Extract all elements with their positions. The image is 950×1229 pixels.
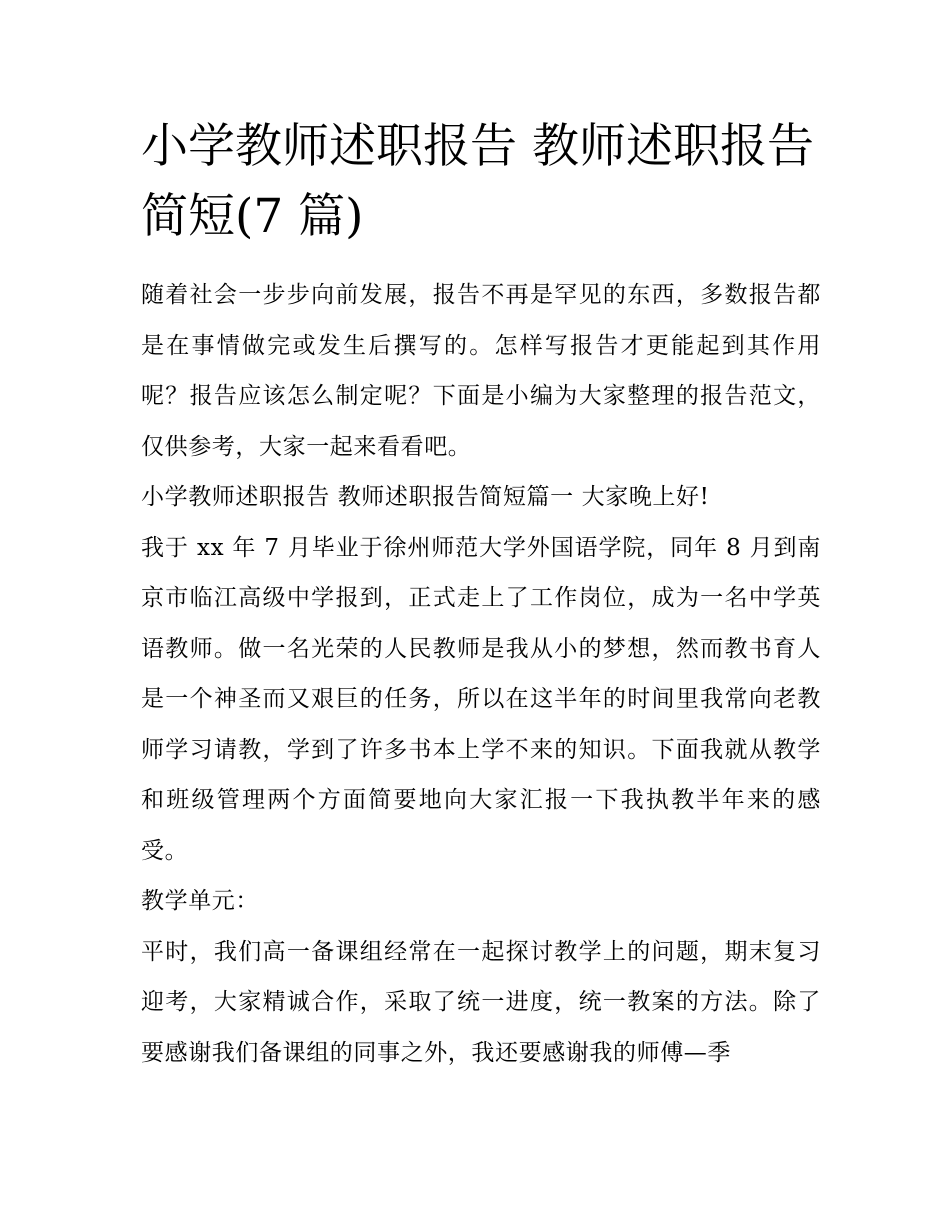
paragraph-teaching: 平时，我们高一备课组经常在一起探讨教学上的问题，期末复习迎考，大家精诚合作，采取了统一进度，统一教案的方法。除了要感谢我们备课组的同事之外，我还要感谢我的师傅—季 — [141, 938, 821, 1066]
paragraph-section-heading: 教学单元： — [141, 888, 259, 914]
document-body — [141, 270, 821, 1078]
paragraph-greeting: 小学教师述职报告 教师述职报告简短篇一 大家晚上好! — [141, 484, 710, 510]
document-title: 小学教师述职报告 教师述职报告简短(7 篇) — [141, 119, 814, 244]
paragraph-intro: 随着社会一步步向前发展，报告不再是罕见的东西，多数报告都是在事情做完或发生后撰写的。怎样写报告才更能起到其作用呢？报告应该怎么制定呢？下面是小编为大家整理的报告范文，仅供参考，大家一起来看看吧。 — [141, 282, 821, 460]
paragraph-background: 我于 xx 年 7 月毕业于徐州师范大学外国语学院，同年 8 月到南京市临江高级中学报到，正式走上了工作岗位，成为一名中学英语教师。做一名光荣的人民教师是我从小的梦想，然而教书育人是一个神圣而又艰巨的任务，所以在这半年的时间里我常向老教师学习请教，学到了许多书本上学不来的知识。下面我就从教学和班级管理两个方面简要地向大家汇报一下我执教半年来的感受。 — [141, 534, 821, 864]
document-page — [141, 112, 821, 1078]
